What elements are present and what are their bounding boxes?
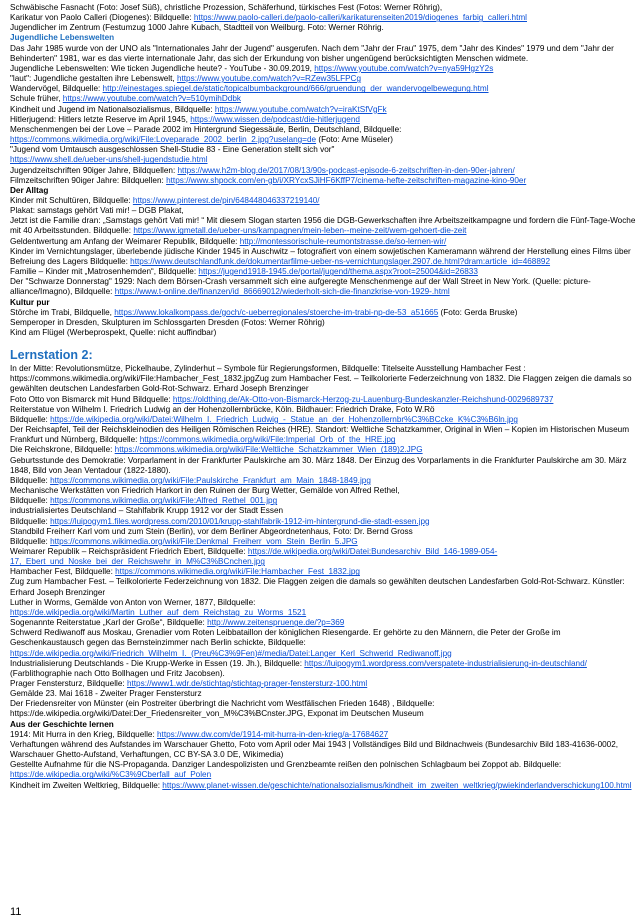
credit-line xyxy=(10,679,636,689)
source-link[interactable]: https://commons.wikimedia.org/wiki/File:Alfred_Rethel_001.jpg xyxy=(50,496,278,506)
credit-line xyxy=(10,247,636,267)
credit-line xyxy=(10,445,636,455)
section-gap xyxy=(10,338,636,348)
credit-line xyxy=(10,456,636,476)
credit-line xyxy=(10,415,636,425)
credit-line xyxy=(10,527,636,537)
credit-line xyxy=(10,84,636,94)
credit-text: Der Friedensreiter von Münster (ein Postreiter überbringt die Nachricht vom Westfälischen Frieden 1648) , Bildquelle: xyxy=(10,699,435,709)
source-link[interactable]: https://www.t-online.de/finanzen/id_86669012/wiederholt-sich-die-finanzkrise-von-1929-.html xyxy=(114,287,450,297)
credit-text: Geldentwertung am Anfang der Weimarer Republik, Bildquelle: xyxy=(10,236,240,246)
credit-line xyxy=(10,115,636,125)
credit-line xyxy=(10,216,636,236)
credit-line xyxy=(10,105,636,115)
credit-text: Geburtsstunde des Demokratie: Vorparlament in der Frankfurter Paulskirche am 30. März 1848. Der Einzug des Vorparlaments in die Frankfurter Paulskirche am 30. März 1848, Bild von Jean Ventadour (1822-1880). xyxy=(10,455,627,475)
credit-text: Filmzeitschriften 90iger Jahre: Bildquellen: xyxy=(10,175,167,185)
credit-text: Familie – Kinder mit „Matrosenhemden“, Bildquelle: xyxy=(10,267,199,277)
credit-text-after: (Farblithographie nach Otto Bollhagen und Fritz Jacobsen). xyxy=(10,668,225,678)
credit-line xyxy=(10,628,636,648)
credit-text: Wandervögel, Bildquelle: xyxy=(10,84,103,94)
credit-text: Verhaftungen während des Aufstandes im Warschauer Ghetto, Foto vom April oder Mai 1943 | Vollständiges Bild und Bildnachweis (Bundesarchiv Bild 183-41636-0002, Warschauer Ghetto-Aufstand, Verhaftungen, CC BY-SA 3.0 DE, Wikimedia) xyxy=(10,739,619,760)
section-heading xyxy=(10,33,636,43)
source-link[interactable]: https://luipogym1.wordpress.com/verspatete-industrialisierung-in-deutschland/ xyxy=(304,658,587,668)
source-link[interactable]: https://www.shpock.com/en-gb/i/XRYcxSJiHF6KffP7/cinema-hefte-zeitschriften-magazine-kino-90er xyxy=(166,175,527,185)
credit-line xyxy=(10,740,636,760)
section-heading xyxy=(10,186,636,196)
credit-line xyxy=(10,608,636,618)
credit-text: Hitlerjugend: Hitlers letzte Reserve im April 1945, xyxy=(10,114,191,124)
source-link[interactable]: https://de.wikipedia.org/wiki/Datei:Bundesarchiv_Bild_146-1989-054-17,_Ebert_und_Noske_bei_der_Reichswehr_in_M%C3%BCnchen.jpg xyxy=(10,546,498,567)
credit-text: Der Reichsapfel, Teil der Reichskleinodien des Heiligen Römischen Reiches (HRE). Standort: Weltliche Schatzkammer, Original in Wien – Kopien im Historischen Museum Frankfurt und Nürnberg, Bildquelle: xyxy=(10,425,630,445)
credit-line xyxy=(10,425,636,445)
credit-line xyxy=(10,598,636,608)
credit-line xyxy=(10,395,636,405)
credit-line xyxy=(10,699,636,709)
credit-text: Schwäbische Fasnacht (Foto: Josef Süß), christliche Prozession, Schäferhund, türkisches Fest (Fotos: Werner Röhrig), xyxy=(10,3,443,12)
credit-line xyxy=(10,486,636,496)
credit-text: Weimarer Republik – Reichspräsident Friedrich Ebert, Bildquelle: xyxy=(10,546,248,556)
section-heading xyxy=(10,298,636,308)
credit-text: Standbild Freiherr Karl vom und zum Stein (Berlin), vor dem Berliner Abgeordnetenhaus, Foto: Dr. Bernd Gross xyxy=(10,526,413,536)
credit-line xyxy=(10,709,636,719)
credit-line xyxy=(10,206,636,216)
credit-line xyxy=(10,267,636,277)
credit-text: 1914: Mit Hurra in den Krieg, Bildquelle: xyxy=(10,729,157,739)
credit-text: Das Jahr 1985 wurde von der UNO als "Internationales Jahr der Jugend" ausgerufen. Nach dem "Jahr der Frau" 1975, dem "Jahr des Kindes" 1979 und dem "Jahr der Behinderten" 1981, war es das vierte internationale Jahr, das sich der Erkundung von bisher ungenügend berücksichtigten Menschen widmete. xyxy=(10,43,614,63)
credit-line xyxy=(10,405,636,415)
credit-text: Kinder im Vernichtungslager, überlebende jüdische Kinder 1945 in Auschwitz – fotografiert von einem sowjetischen Kameramann während der Herstellung eines Films über Befreiung des Lagers Bildquelle: xyxy=(10,246,631,266)
source-link[interactable]: https://www.deutschlandfunk.de/dokumentarfilme-ueber-ns-vernichtungslager.2907.de.html?dram:article_id=468892 xyxy=(130,256,551,266)
credits-section-1 xyxy=(10,3,636,338)
credit-line xyxy=(10,547,636,567)
source-link[interactable]: https://www.lokalkompass.de/goch/c-ueberregionales/stoerche-im-trabi-np-de-53_a51665 xyxy=(114,307,439,317)
credit-text: "Jugend vom Umtausch ausgeschlossen Shell-Studie 83 - Eine Generation stellt sich vor" xyxy=(10,145,335,155)
credit-text: Schule früher, xyxy=(10,94,63,104)
credit-text: Kind am Flügel (Werbeprospekt, Quelle: nicht auffindbar) xyxy=(10,328,217,337)
credit-line xyxy=(10,308,636,318)
credits-section-2 xyxy=(10,364,636,791)
credit-line xyxy=(10,506,636,516)
credit-text: "laut": Jugendliche gestalten ihre Lebenswelt, xyxy=(10,74,177,84)
credit-text: https://de.wikipedia.org/wiki/Datei:Der_Friedensreiter_von_M%C3%BCnster.JPG, Exponat im Deutschen Museum xyxy=(10,709,424,719)
source-link[interactable]: https://www.h2m-blog.de/2017/08/13/90s-podcast-episode-6-zeitschriften-in-den-90er-jahren/ xyxy=(177,165,515,175)
credit-text: Bildquelle: xyxy=(10,475,51,485)
page-number: 11 xyxy=(10,906,22,918)
credit-text: Prager Fenstersturz, Bildquelle: xyxy=(10,679,127,688)
credit-text: Foto Otto von Bismarck mit Hund Bildquelle: xyxy=(10,394,173,404)
credit-line xyxy=(10,44,636,64)
credit-text-after: (Foto: Gerda Bruske) xyxy=(438,307,518,317)
source-link[interactable]: http://www.zeitenspruenge.de/?p=369 xyxy=(207,618,345,628)
source-link[interactable]: https://luipogym1.files.wordpress.com/2010/01/krupp-stahlfabrik-1912-im-hintergrund-die-stadt-essen.jpg xyxy=(50,516,430,526)
credit-line xyxy=(10,318,636,328)
source-link[interactable]: https://www.dw.com/de/1914-mit-hurra-in-den-krieg/a-17684627 xyxy=(157,729,389,739)
credit-text: Sogenannte Reiterstatue „Karl der Große“, Bildquelle: xyxy=(10,618,208,628)
source-link[interactable]: https://commons.wikimedia.org/wiki/File:Denkmal_Freiherr_vom_Stein_Berlin_5.JPG xyxy=(50,536,358,546)
credit-line xyxy=(10,781,636,791)
source-link[interactable]: https://www.youtube.com/watch?v=iraKtSfVgFk xyxy=(214,104,387,114)
source-link[interactable]: https://commons.wikimedia.org/wiki/File:Weltliche_Schatzkammer_Wien_(189)2.JPG xyxy=(114,445,423,455)
credit-line xyxy=(10,659,636,679)
credit-line xyxy=(10,23,636,33)
credit-text: industrialisiertes Deutschland – Stahlfabrik Krupp 1912 vor der Stadt Essen xyxy=(10,506,284,516)
credit-line xyxy=(10,537,636,547)
credit-line xyxy=(10,649,636,659)
credit-text: Karikatur von Paolo Calleri (Diogenes): Bildquelle: xyxy=(10,13,194,23)
source-link[interactable]: https://commons.wikimedia.org/wiki/File:Paulskirche_Frankfurt_am_Main_1848-1849.jpg xyxy=(50,475,371,485)
credit-line xyxy=(10,496,636,506)
credit-text: Störche im Trabi, Bildquelle, xyxy=(10,307,115,317)
credit-line xyxy=(10,64,636,74)
credit-text: Schwerd Rediwanoff aus Moskau, Grenadier vom Roten Leibbataillon der königlichen Riesengarde. Er gehörte zu den Männern, die Peter der Große im Geschenkaustausch gegen das Bernsteinzimmer nach Berlin schickte, Bildquelle: xyxy=(10,628,561,648)
source-link[interactable]: http://einestages.spiegel.de/static/topicalbumbackground/666/gruendung_der_wandervogelbewegung.html xyxy=(102,84,489,94)
credit-text: Jugendliche Lebenswelten xyxy=(10,33,115,43)
source-link[interactable]: https://www.youtube.com/watch?v=RZew35LFPCg xyxy=(176,74,362,84)
credit-line xyxy=(10,13,636,23)
credit-line xyxy=(10,237,636,247)
source-link[interactable]: https://www.shell.de/ueber-uns/shell-jugendstudie.html xyxy=(10,155,208,165)
source-link[interactable]: http://montessorischule-reumontstrasse.de/so-lernen-wir/ xyxy=(239,236,447,246)
credit-text: Bildquelle: xyxy=(10,414,51,424)
credit-line xyxy=(10,567,636,577)
credit-text: Die Reichskrone, Bildquelle: xyxy=(10,445,115,455)
source-link[interactable]: https://de.wikipedia.org/wiki/Datei:Wilhelm_I._Friedrich_Ludwig_-_Statue_an_der_Hohenzollernbr%C3%BCcke_K%C3%B6ln.jpg xyxy=(50,414,518,424)
source-link[interactable]: https://www.planet-wissen.de/geschichte/nationalsozialismus/kindheit_im_zweiten_weltkrieg/pwiekinderlandverschickung100.html xyxy=(162,780,632,790)
credit-line xyxy=(10,74,636,84)
source-link[interactable]: https://commons.wikimedia.org/wiki/File:Loveparade_2002_berlin_2.jpg?uselang=de xyxy=(10,135,317,145)
section-heading xyxy=(10,720,636,730)
credit-text: Kindheit im Zweiten Weltkrieg, Bildquelle: xyxy=(10,780,163,790)
credit-text: Jetzt ist die Familie dran: „Samstags gehört Vati mir! “ Mit diesem Slogan starten 1956 die DGB-Gewerkschaften ihre Arbeitszeitkampagne und fordern die Fünf-Tage-Woche mit 40 Arbeitsstunden. Bildquelle: xyxy=(10,216,636,236)
credit-text: Jugendzeitschriften 90iger Jahre, Bildquellen: xyxy=(10,165,178,175)
credit-text: Zug zum Hambacher Fest. – Teilkolorierte Federzeichnung von 1832. Die Flaggen zeigen die damals so gewählten deutschen Landesfarben Gold-Rot-Schwarz. Künstler: Erhard Joseph Brenzinger xyxy=(10,577,625,597)
credit-text: Gestellte Aufnahme für die NS-Propaganda. Danziger Landespolizisten und Grenzbeamte reißen den polnischen Schlagbaum bei Zoppot ab. Bildquelle: xyxy=(10,760,562,770)
credit-text: Industrialisierung Deutschlands - Die Krupp-Werke in Essen (19. Jh.), Bildquelle: xyxy=(10,658,305,668)
credit-text: In der Mitte: Revolutionsmütze, Pickelhaube, Zylinderhut – Symbole für Regierungsformen, Bildquelle: Titelseite Ausstellung Hambacher Fest : https://commons.wikimedia.org/wiki/File:Hambacher_Fest_1832.jpgZug zum Hambacher Fest. – Teilkolorierte Federzeichnung von 1832. Die Flaggen zeigen die damals so gewählten deutschen Landesfarben Gold-Rot-Schwarz. Erhard Joseph Brenzinger xyxy=(10,364,632,394)
credit-text-after: (Foto: Arne Müseler) xyxy=(316,135,393,145)
credit-text: Bildquelle: xyxy=(10,536,51,546)
credit-text: Hambacher Fest, Bildquelle: xyxy=(10,567,116,577)
credit-text: Bildquelle: xyxy=(10,496,51,506)
credit-text: Aus der Geschichte lernen xyxy=(10,719,114,729)
source-link[interactable]: https://de.wikipedia.org/wiki/Friedrich_Wilhelm_I._(Preu%C3%9Fen)#/media/Datei:Langer_Kerl_Schwerid_Rediwanoff.jpg xyxy=(10,648,452,658)
credit-line xyxy=(10,618,636,628)
credit-line xyxy=(10,364,636,394)
source-link[interactable]: https://commons.wikimedia.org/wiki/File:Hambacher_Fest_1832.jpg xyxy=(115,567,360,577)
source-link[interactable]: https://www.youtube.com/watch?v=nya59HgzY2s xyxy=(314,63,494,73)
credit-text: Menschenmengen bei der Love – Parade 2002 im Hintergrund Siegessäule, Berlin, Deutschland, Bildquelle: xyxy=(10,124,402,134)
credit-line xyxy=(10,277,636,297)
credit-line xyxy=(10,577,636,597)
source-link[interactable]: https://www.youtube.com/watch?v=510ymihDdbk xyxy=(62,94,241,104)
credit-text: Reiterstatue von Wilhelm I. Friedrich Ludwig an der Hohenzollernbrücke, Köln. Bildhauer: Friedrich Drake, Foto W.Rö xyxy=(10,404,435,414)
credit-text: Der Alltag xyxy=(10,185,49,195)
credit-line xyxy=(10,196,636,206)
credit-text: Kultur pur xyxy=(10,297,50,307)
credit-text: Plakat: samstags gehört Vati mir! – DGB Plakat, xyxy=(10,206,184,216)
credit-line xyxy=(10,476,636,486)
source-link[interactable]: https://oldthing.de/Ak-Otto-von-Bismarck-Herzog-zu-Lauenburg-Bundeskanzler-Reichshund-0029689737 xyxy=(172,394,554,404)
credit-line xyxy=(10,689,636,699)
credit-text: Der "Schwarze Donnerstag" 1929: Nach dem Börsen-Crash versammelt sich eine aufgeregte Menschenmenge auf der Wall Street in New York. (Quelle: picture-alliance/Imagno), Bildquelle: xyxy=(10,277,591,297)
source-link[interactable]: https://de.wikipedia.org/wiki/Martin_Luther_auf_dem_Reichstag_zu_Worms_1521 xyxy=(10,607,307,617)
source-link[interactable]: https://www.wissen.de/podcast/die-hitlerjugend xyxy=(190,114,360,124)
station-heading: Lernstation 2: xyxy=(10,348,93,363)
credit-text: Luther in Worms, Gemälde von Anton von Werner, 1877, Bildquelle: xyxy=(10,597,256,607)
source-link[interactable]: https://www1.wdr.de/stichtag/stichtag-prager-fenstersturz-100.html xyxy=(126,679,368,688)
credit-text: Kindheit und Jugend im Nationalsozialismus, Bildquelle: xyxy=(10,104,215,114)
credit-text: Mechanische Werkstätten von Friedrich Harkort in den Ruinen der Burg Wetter, Gemälde von Alfred Rethel, xyxy=(10,486,400,496)
credit-line xyxy=(10,166,636,176)
credit-text: Jugendliche Lebenswelten: Wie ticken Jugendliche heute? - YouTube - 30.09.2019, xyxy=(10,63,315,73)
credit-line xyxy=(10,328,636,338)
source-link[interactable]: https://www.pinterest.de/pin/648448046337219140/ xyxy=(132,195,320,205)
credit-line xyxy=(10,145,636,155)
credit-line xyxy=(10,517,636,527)
source-link[interactable]: https://www.igmetall.de/ueber-uns/kampagnen/mein-leben--meine-zeit/wem-gehoert-die-zeit xyxy=(133,226,467,236)
credit-text: Bildquelle: xyxy=(10,516,51,526)
credit-text: Gemälde 23. Mai 1618 - Zweiter Prager Fenstersturz xyxy=(10,689,202,699)
credit-line xyxy=(10,135,636,145)
credit-line xyxy=(10,94,636,104)
credit-line xyxy=(10,125,636,135)
credit-line xyxy=(10,760,636,780)
credit-text: Jugendlicher im Zentrum (Festumzug 1000 Jahre Kubach, Stadtteil von Weilburg. Foto: Werner Röhrig. xyxy=(10,23,384,33)
credit-line xyxy=(10,155,636,165)
credit-text: Kinder mit Schultüren, Bildquelle: xyxy=(10,195,133,205)
source-link[interactable]: https://commons.wikimedia.org/wiki/File:Imperial_Orb_of_the_HRE.jpg xyxy=(139,435,396,445)
source-link[interactable]: https://de.wikipedia.org/wiki/%C3%9Cberfall_auf_Polen xyxy=(10,770,212,780)
credit-line xyxy=(10,176,636,186)
source-link[interactable]: https://www.paolo-calleri.de/paolo-calleri/karikaturenseiten2019/diogenes_farbig_calleri.html xyxy=(193,13,527,23)
credit-line xyxy=(10,3,636,13)
credit-line xyxy=(10,730,636,740)
credit-text: Semperoper in Dresden, Skulpturen im Schlossgarten Dresden (Fotos: Werner Röhrig) xyxy=(10,317,325,327)
source-link[interactable]: https://jugend1918-1945.de/portal/jugend/thema.aspx?root=25004&id=26833 xyxy=(198,267,478,277)
